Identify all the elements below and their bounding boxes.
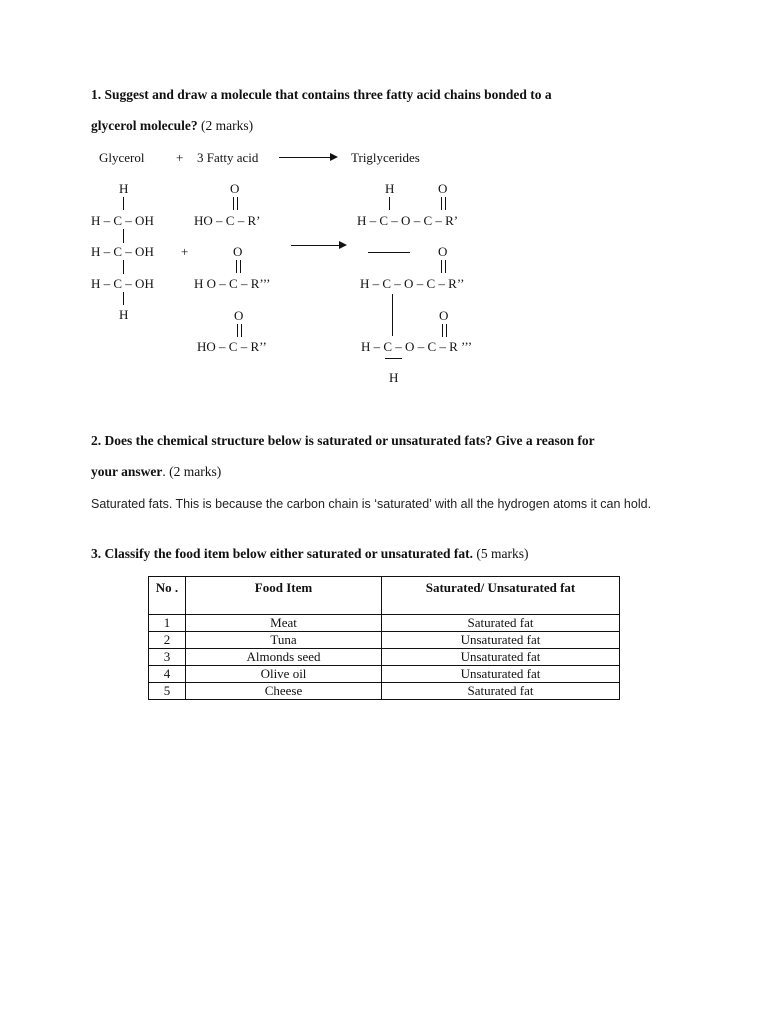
table-row [149, 632, 620, 649]
question-3-marks: (5 marks) [472, 546, 529, 561]
reaction-plus: + [181, 244, 189, 259]
cell-fat-type: Saturated fat [382, 615, 620, 632]
glycerol-bond-1 [123, 229, 124, 243]
fatty-acid-3-oxygen: O [234, 308, 244, 323]
triglyceride-bond-bottom [385, 358, 402, 359]
table-row [149, 649, 620, 666]
glycerol-bond-bottom [123, 292, 124, 305]
fatty-acid-3-double-bond-b [241, 324, 242, 337]
equation-product: Triglycerides [351, 150, 420, 165]
cell-no: 2 [149, 632, 186, 649]
equation-arrow-head-icon [330, 153, 338, 161]
header-food-item: Food Item [186, 577, 382, 615]
triglyceride-bond-top [389, 197, 390, 210]
fatty-acid-2: H O – C – R’’’ [194, 276, 271, 291]
triglyceride-oxygen-1: O [438, 181, 448, 196]
glycerol-row-2: H – C – OH [91, 244, 154, 259]
header-fat-type: Saturated/ Unsaturated fat [382, 577, 620, 615]
triglyceride-double-bond-1b [445, 197, 446, 210]
fatty-acid-1-double-bond-a [233, 197, 234, 210]
fatty-acid-2-double-bond-a [236, 260, 237, 273]
triglyceride-oxygen-2: O [438, 244, 448, 259]
cell-no: 3 [149, 649, 186, 666]
question-2-title [91, 433, 595, 449]
glycerol-row-3: H – C – OH [91, 276, 154, 291]
cell-fat-type: Saturated fat [382, 683, 620, 700]
table-row [149, 615, 620, 632]
triglyceride-double-bond-1a [441, 197, 442, 210]
cell-food-item: Almonds seed [186, 649, 382, 666]
fatty-acid-3-double-bond-a [237, 324, 238, 337]
triglyceride-double-bond-3b [446, 324, 447, 337]
header-no: No . [149, 577, 186, 615]
glycerol-bond-2 [123, 260, 124, 274]
equation-arrow-line [279, 157, 331, 158]
equation-fatty-acid: 3 Fatty acid [197, 150, 259, 165]
cell-no: 5 [149, 683, 186, 700]
fatty-acid-1-double-bond-b [237, 197, 238, 210]
question-2-answer: Saturated fats. This is because the carbon chain is ‘saturated’ with all the hydrogen atoms it can hold. [91, 497, 652, 511]
triglyceride-bond-vertical [392, 294, 393, 336]
cell-food-item: Tuna [186, 632, 382, 649]
reaction-arrow-head-icon [339, 241, 347, 249]
triglyceride-row-2: H – C – O – C – R’’ [360, 276, 465, 291]
table-row [149, 683, 620, 700]
cell-fat-type: Unsaturated fat [382, 649, 620, 666]
equation-plus: + [176, 150, 184, 165]
triglyceride-h-bottom: H [389, 370, 399, 385]
cell-food-item: Meat [186, 615, 382, 632]
question-1-title-line2 [91, 118, 253, 134]
equation-glycerol: Glycerol [99, 150, 145, 165]
fatty-acid-2-oxygen: O [233, 244, 243, 259]
table-header-row [149, 577, 620, 615]
table-row [149, 666, 620, 683]
fatty-acid-1: HO – C – R’ [194, 213, 261, 228]
triglyceride-double-bond-2b [445, 260, 446, 273]
reaction-arrow-line [291, 245, 340, 246]
food-classification-table [148, 576, 620, 700]
glycerol-row-1: H – C – OH [91, 213, 154, 228]
question-3-text: 3. Classify the food item below either saturated or unsaturated fat. [91, 546, 473, 561]
question-1-marks: (2 marks) [197, 118, 254, 133]
triglyceride-oxygen-3: O [439, 308, 449, 323]
question-1-text-2: glycerol molecule? [91, 118, 198, 133]
triglyceride-bond-dash [368, 252, 410, 253]
triglyceride-h-top: H [385, 181, 395, 196]
cell-fat-type: Unsaturated fat [382, 632, 620, 649]
question-2-title-line2 [91, 464, 221, 480]
question-1-title [91, 87, 552, 103]
question-3-title [91, 546, 528, 562]
triglyceride-row-3: H – C – O – C – R ’’’ [361, 339, 473, 354]
fatty-acid-2-double-bond-b [240, 260, 241, 273]
question-1-text: 1. Suggest and draw a molecule that contains three fatty acid chains bonded to a [91, 87, 552, 102]
glycerol-h-top: H [119, 181, 129, 196]
cell-food-item: Olive oil [186, 666, 382, 683]
glycerol-h-bottom: H [119, 307, 129, 322]
cell-fat-type: Unsaturated fat [382, 666, 620, 683]
cell-food-item: Cheese [186, 683, 382, 700]
triglyceride-row-1: H – C – O – C – R’ [357, 213, 459, 228]
fatty-acid-3: HO – C – R’’ [197, 339, 267, 354]
triglyceride-double-bond-2a [441, 260, 442, 273]
glycerol-bond-top [123, 197, 124, 210]
triglyceride-double-bond-3a [442, 324, 443, 337]
question-2-marks: . (2 marks) [162, 464, 222, 479]
question-2-text: 2. Does the chemical structure below is saturated or unsaturated fats? Give a reason for [91, 433, 595, 448]
cell-no: 1 [149, 615, 186, 632]
cell-no: 4 [149, 666, 186, 683]
fatty-acid-1-oxygen: O [230, 181, 240, 196]
question-2-text-2: your answer [91, 464, 163, 479]
